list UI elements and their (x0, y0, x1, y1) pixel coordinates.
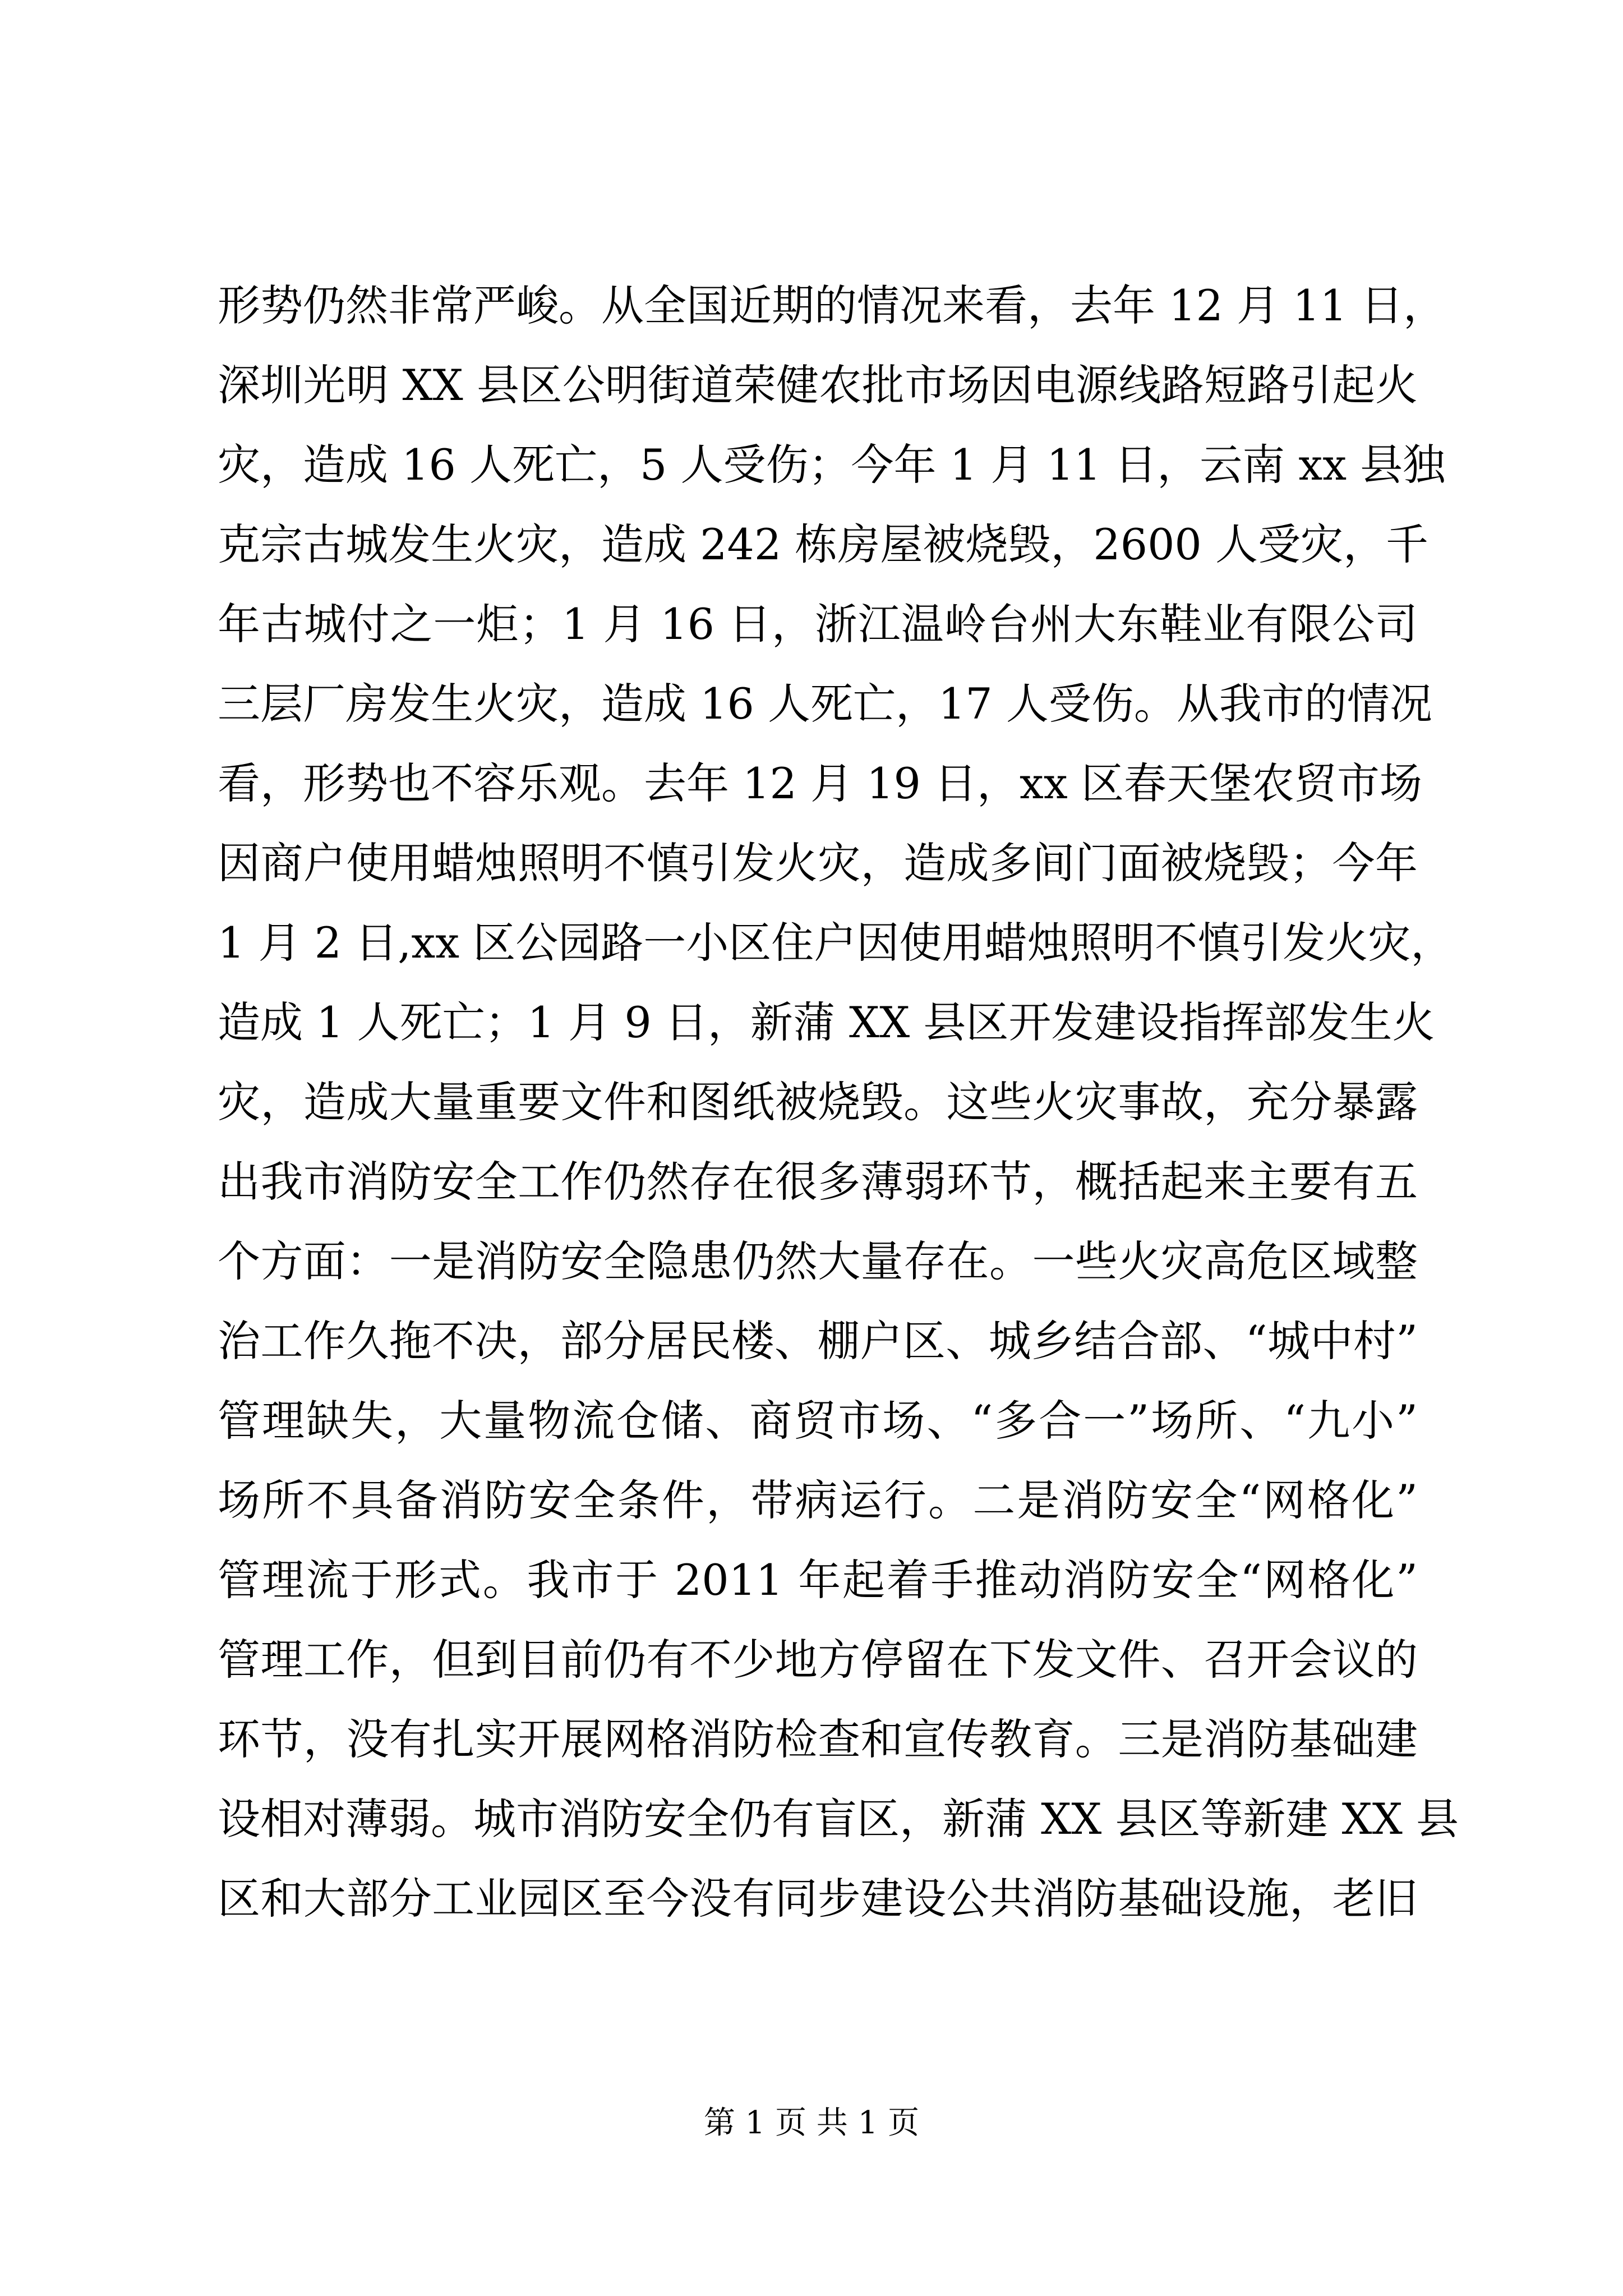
page-footer: 第 1 页 共 1 页 (703, 2105, 920, 2141)
text-line: 灾，造成 16 人死亡，5 人受伤；今年 1 月 11 日，云南 xx 县独 (218, 440, 1446, 490)
text-line: 年古城付之一炬；1 月 16 日，浙江温岭台州大东鞋业有限公司 (218, 599, 1418, 649)
text-line: 管理缺失，大量物流仓储、商贸市场、“多合一”场所、“九小” (218, 1396, 1418, 1446)
body-paragraph (218, 266, 1459, 1939)
text-line: 三层厂房发生火灾，造成 16 人死亡，17 人受伤。从我市的情况 (218, 679, 1432, 729)
text-line: 管理工作，但到目前仍有不少地方停留在下发文件、召开会议的 (218, 1635, 1418, 1685)
text-line: 环节，没有扎实开展网格消防检查和宣传教育。三是消防基础建 (218, 1714, 1418, 1764)
text-line: 管理流于形式。我市于 2011 年起着手推动消防安全“网格化” (218, 1555, 1418, 1605)
text-line: 出我市消防安全工作仍然存在很多薄弱环节，概括起来主要有五 (218, 1157, 1418, 1207)
text-line: 区和大部分工业园区至今没有同步建设公共消防基础设施，老旧 (218, 1874, 1418, 1924)
text-line: 因商户使用蜡烛照明不慎引发火灾，造成多间门面被烧毁；今年 (218, 838, 1418, 888)
text-line: 1 月 2 日,xx 区公园路一小区住户因使用蜡烛照明不慎引发火灾， (218, 918, 1454, 968)
text-line: 治工作久拖不决，部分居民楼、棚户区、城乡结合部、“城中村” (218, 1316, 1418, 1366)
text-line: 场所不具备消防安全条件，带病运行。二是消防安全“网格化” (218, 1475, 1418, 1525)
text-line: 形势仍然非常严峻。从全国近期的情况来看，去年 12 月 11 日， (218, 280, 1446, 330)
text-line: 克宗古城发生火灾，造成 242 栋房屋被烧毁，2600 人受灾，千 (218, 519, 1428, 569)
text-line: 个方面：一是消防安全隐患仍然大量存在。一些火灾高危区域整 (218, 1236, 1418, 1286)
text-line: 造成 1 人死亡；1 月 9 日，新蒲 XX 县区开发建设指挥部发生火 (218, 997, 1435, 1047)
text-line: 设相对薄弱。城市消防安全仍有盲区，新蒲 XX 县区等新建 XX 县 (218, 1794, 1459, 1844)
text-line: 灾，造成大量重要文件和图纸被烧毁。这些火灾事故，充分暴露 (218, 1077, 1418, 1127)
text-line: 看，形势也不容乐观。去年 12 月 19 日，xx 区春天堡农贸市场 (218, 758, 1422, 808)
text-line: 深圳光明 XX 县区公明街道荣健农批市场因电源线路短路引起火 (218, 360, 1418, 410)
